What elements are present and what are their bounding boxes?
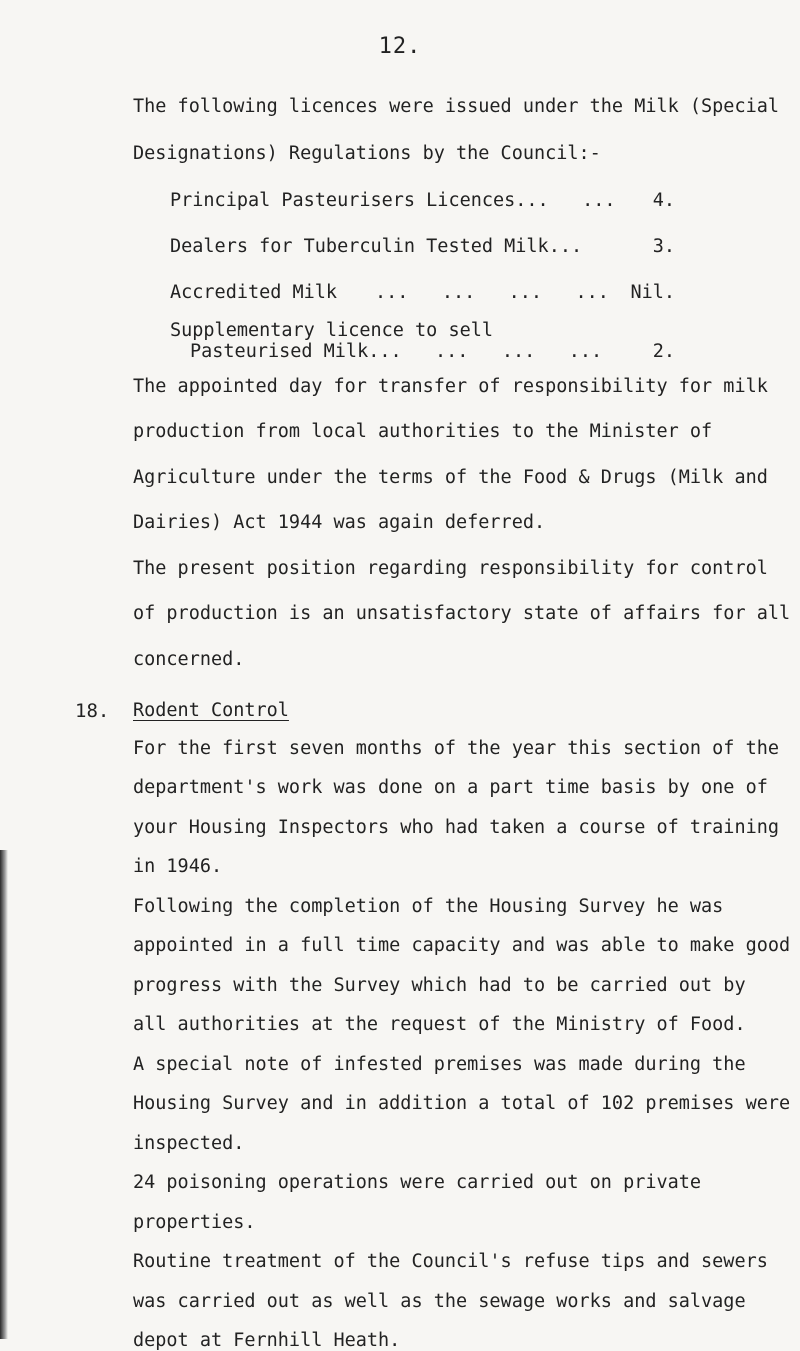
paragraph-line: The present position regarding responsibility for control: [133, 558, 768, 579]
paragraph-line: your Housing Inspectors who had taken a course of training: [133, 816, 780, 838]
paragraph-line: concerned.: [133, 649, 245, 670]
dot-leader: ... ... ... ...: [375, 282, 609, 303]
paragraph-line: production from local authorities to the Minister of: [133, 421, 713, 442]
licence-row: [170, 320, 675, 362]
paragraph-line: inspected.: [133, 1132, 245, 1154]
section-title: Rodent Control: [133, 700, 289, 721]
licence-label: Principal Pasteurisers Licences: [170, 190, 516, 211]
paragraph-line: Agriculture under the terms of the Food & Drugs (Milk and: [133, 467, 768, 488]
paragraph-line: Dairies) Act 1944 was again deferred.: [133, 512, 546, 533]
licence-label: Dealers for Tuberculin Tested Milk: [170, 236, 549, 257]
intro-line-2: Designations) Regulations by the Council:-: [133, 143, 601, 164]
paragraph-line: 24 poisoning operations were carried out on private: [133, 1172, 702, 1193]
page-number: 12.: [378, 34, 422, 59]
paragraph-line: progress with the Survey which had to be carried out by: [133, 974, 746, 996]
paragraph-line: in 1946.: [133, 856, 223, 877]
licence-label: Supplementary licence to sell: [170, 320, 494, 341]
licence-count: 4.: [652, 190, 675, 211]
section-number: 18.: [75, 700, 110, 722]
paragraph-line: For the first seven months of the year this section of the: [133, 737, 780, 759]
licence-label: Accredited Milk: [170, 282, 338, 303]
dot-leader: ...: [548, 236, 583, 257]
paragraph-line: department's work was done on a part time basis by one of: [133, 777, 768, 798]
paragraph-line: depot at Fernhill Heath.: [133, 1330, 401, 1351]
paragraph-line: properties.: [133, 1211, 256, 1233]
licence-row: [170, 236, 675, 257]
licence-row: [170, 282, 675, 303]
licence-count: 2.: [652, 341, 675, 362]
licence-label-continued: [170, 341, 675, 362]
licence-row: [170, 190, 675, 211]
paragraph-line: all authorities at the request of the Ministry of Food.: [133, 1014, 746, 1035]
paragraph-line: was carried out as well as the sewage works and salvage: [133, 1290, 746, 1312]
paragraph-line: appointed in a full time capacity and was able to make good: [133, 935, 791, 956]
licence-label-line-2: Pasteurised Milk... ... ... ...: [190, 341, 603, 362]
licence-count: Nil.: [630, 282, 675, 303]
intro-line-1: The following licences were issued under the Milk (Special: [133, 96, 780, 117]
paragraph-line: Housing Survey and in addition a total of 102 premises were: [133, 1093, 791, 1114]
paragraph-line: of production is an unsatisfactory state of affairs for all: [133, 603, 791, 624]
paragraph-line: Routine treatment of the Council's refuse tips and sewers: [133, 1251, 768, 1272]
dot-leader: ... ...: [515, 190, 616, 211]
paragraph-line: Following the completion of the Housing Survey he was: [133, 895, 724, 917]
binding-edge: [0, 850, 8, 1339]
licence-count: 3.: [652, 236, 675, 257]
paragraph-line: A special note of infested premises was made during the: [133, 1053, 746, 1075]
paragraph-line: The appointed day for transfer of responsibility for milk: [133, 376, 768, 397]
